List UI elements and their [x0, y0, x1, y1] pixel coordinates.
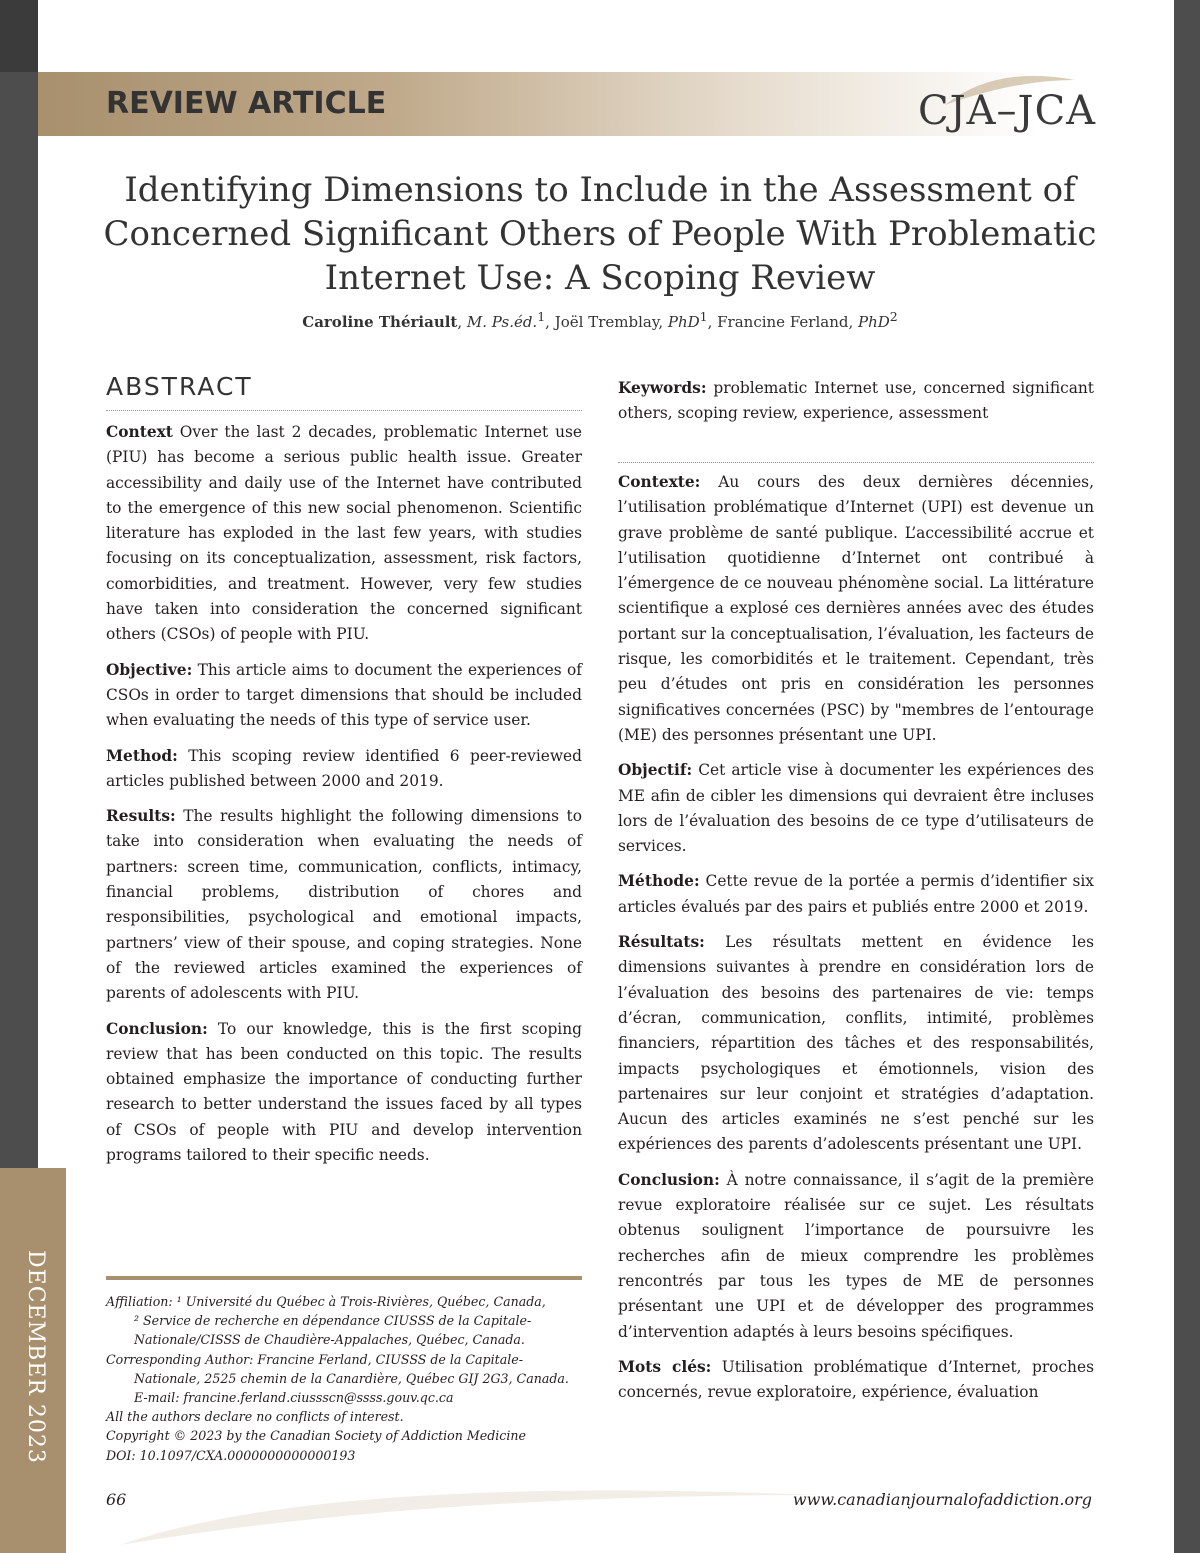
- keywords-text-fr: Utilisation problématique d’Internet, proches concernés, revue exploratoire, expérience, évaluation: [618, 1357, 1094, 1402]
- section-text-methode: Cette revue de la portée a permis d’identifier six articles évalués par des pairs et publiés entre 2000 et 2019.: [618, 872, 1094, 916]
- resume-divider: [618, 462, 1094, 463]
- section-text-method: This scoping review identified 6 peer-reviewed articles published between 2000 and 2019.: [106, 746, 582, 790]
- keywords-label-fr: Mots clés:: [618, 1357, 712, 1376]
- resume-objectif: [618, 758, 1094, 859]
- author-name: Joël Tremblay: [554, 313, 659, 331]
- section-label-context: Context: [106, 423, 173, 441]
- abstract-english: [106, 420, 582, 1178]
- section-label-resultats: Résultats:: [618, 933, 705, 952]
- section-text-conclusion-fr: À notre connaissance, il s’agit de la première revue exploratoire réalisée sur ce sujet. Les résultats obtenus soulignent l’importance de poursuivre les recherches afin de mieux comprendre les problèmes rencontrés par tous les types de ME de personnes présentant une UPI et de développer des programmes d’intervention adaptés à leurs besoins spécifiques.: [618, 1170, 1094, 1341]
- abstract-conclusion: [106, 1017, 582, 1169]
- author-degree: PhD: [858, 313, 890, 331]
- section-label-objectif: Objectif:: [618, 761, 693, 780]
- section-label-objective: Objective:: [106, 660, 193, 679]
- author-affiliation-mark: 2: [889, 309, 898, 324]
- abstract-method: [106, 744, 582, 795]
- section-label-results: Results:: [106, 807, 176, 826]
- resume-contexte: [618, 470, 1094, 748]
- corresponding-address: Nationale, 2525 chemin de la Canardière, Québec GIJ 2G3, Canada.: [134, 1370, 569, 1386]
- author-affiliation-mark: 1: [537, 309, 546, 324]
- author-list: Caroline Thériault, M. Ps.éd.$^1$, Joël Tremblay, PhD$^1$, Francine Ferland, PhD$^2$: [302, 309, 898, 331]
- abstract-context: [106, 420, 582, 648]
- left-margin-bar-top: [0, 0, 38, 72]
- affiliation-block: [106, 1292, 586, 1465]
- section-label-contexte: Contexte:: [618, 473, 701, 491]
- section-text-contexte: Au cours des deux dernières décennies, l’utilisation problématique d’Internet (UPI) est devenue un grave problème de santé publique. L’accessibilité accrue et l’utilisation quotidienne d’Internet ont contribué à l’émergence de ce nouveau phénomène social. La littérature scientifique a explosé ces dernières années avec des études portant sur la conceptualisation, l’évaluation, les facteurs de risque, les comorbidités et le traitement. Cependant, très peu d’études ont pris en considération les personnes significatives concernées (PSC) by "membres de l’entourage (ME) des personnes présentant une UPI.: [618, 473, 1094, 744]
- keywords-english: [618, 376, 1094, 437]
- section-text-objective: This article aims to document the experiences of CSOs in order to target dimensions that should be included when evaluating the needs of this type of service user.: [106, 660, 582, 730]
- corresponding-email: E-mail: francine.ferland.ciussscn@ssss.gouv.qc.ca: [134, 1390, 454, 1406]
- keywords-label: Keywords:: [618, 379, 707, 397]
- author-degree: PhD: [667, 313, 700, 331]
- copyright-line: Copyright © 2023 by the Canadian Society of Addiction Medicine: [106, 1428, 526, 1444]
- abstract-french: [618, 470, 1094, 1415]
- conflict-statement: All the authors declare no conflicts of interest.: [106, 1409, 404, 1425]
- section-text-resultats: Les résultats mettent en évidence les dimensions suivantes à prendre en considération lors de l’évaluation des besoins des partenaires de vie: temps d’écran, communication, conflits, intimité, problèmes financiers, répartition des tâches et des responsabilités, impacts psychologiques et émotionnels, vision des partenaires sur leur conjoint et stratégies d’adaptation. Aucun des articles examinés ne s’est penché sur les expériences des parents d’adolescents présentant une UPI.: [618, 933, 1094, 1154]
- right-margin-bar: [1174, 0, 1200, 1553]
- journal-logo: CJA–JCA: [918, 88, 1097, 134]
- corresponding-author: Corresponding Author: Francine Ferland, CIUSSS de la Capitale-: [106, 1351, 523, 1367]
- footer-watermark-icon: [120, 1455, 820, 1545]
- page-number: 66: [106, 1490, 127, 1509]
- section-label-conclusion: Conclusion:: [106, 1019, 208, 1038]
- doi-line: DOI: 10.1097/CXA.0000000000000193: [106, 1447, 356, 1463]
- section-label-methode: Méthode:: [618, 872, 700, 891]
- affiliation-rule: [106, 1276, 582, 1280]
- author-name: Francine Ferland: [717, 313, 849, 331]
- resume-conclusion: [618, 1168, 1094, 1345]
- affiliation-line: Affiliation: ¹ Université du Québec à Trois-Rivières, Québec, Canada,: [106, 1294, 546, 1309]
- abstract-results: [106, 804, 582, 1006]
- resume-resultats: [618, 930, 1094, 1158]
- section-label-conclusion-fr: Conclusion:: [618, 1170, 720, 1189]
- keywords-text: problematic Internet use, concerned significant others, scoping review, experience, assessment: [618, 379, 1094, 423]
- section-text-conclusion: To our knowledge, this is the first scoping review that has been conducted on this topic. The results obtained emphasize the importance of conducting further research to better understand the issues faced by all types of CSOs of people with PIU and develop intervention programs tailored to their specific needs.: [106, 1019, 582, 1165]
- issue-date-label: DECEMBER 2023: [23, 1250, 48, 1464]
- section-text-context: Over the last 2 decades, problematic Internet use (PIU) has become a serious public health issue. Greater accessibility and daily use of the Internet have contributed to the emergence of this new social phenomenon. Scientific literature has exploded in the last few years, with studies focusing on its conceptualization, assessment, risk factors, comorbidities, and treatment. However, very few studies have taken into consideration the concerned significant others (CSOs) of people with PIU.: [106, 423, 582, 644]
- author-degree: M. Ps.éd.: [466, 313, 538, 331]
- author-affiliation-mark: 1: [699, 309, 708, 324]
- abstract-objective: [106, 658, 582, 734]
- author-name: Caroline Thériault: [302, 313, 458, 331]
- abstract-divider: [106, 410, 582, 411]
- resume-keywords: [618, 1355, 1094, 1406]
- affiliation-line: ² Service de recherche en dépendance CIUSSS de la Capitale-Nationale/CISSS de Chaudière-Appalaches, Québec, Canada.: [134, 1313, 532, 1348]
- section-label: REVIEW ARTICLE: [106, 86, 387, 121]
- resume-methode: [618, 869, 1094, 920]
- article-title: Identifying Dimensions to Include in the Assessment of Concerned Significant Others of People With Problematic Internet Use: A Scoping Review: [103, 170, 1097, 298]
- section-text-results: The results highlight the following dimensions to take into consideration when evaluating the needs of partners: screen time, communication, conflicts, intimacy, financial problems, distribution of chores and responsibilities, psychological and emotional impacts, partners’ view of their spouse, and coping strategies. None of the reviewed articles examined the experiences of parents of adolescents with PIU.: [106, 807, 582, 1003]
- journal-url: www.canadianjournalofaddiction.org: [792, 1490, 1092, 1509]
- section-label-method: Method:: [106, 746, 178, 765]
- abstract-heading: ABSTRACT: [106, 372, 253, 401]
- section-text-objectif: Cet article vise à documenter les expériences des ME afin de cibler les dimensions qui devraient être incluses lors de l’évaluation des besoins de ce type d’utilisateurs de services.: [618, 761, 1094, 856]
